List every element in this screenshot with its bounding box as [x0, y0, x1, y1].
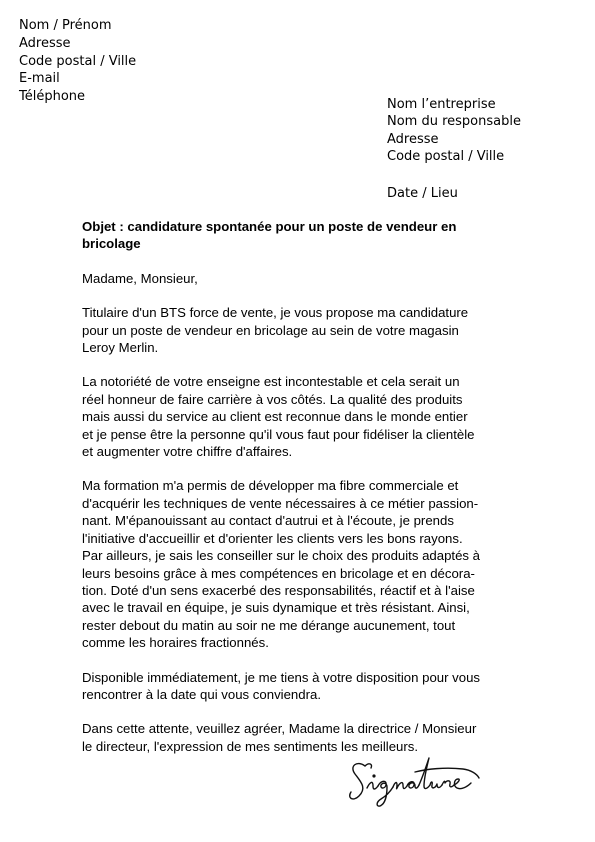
sender-postcode-city: Code postal / Ville — [19, 53, 137, 69]
date-place: Date / Lieu — [387, 186, 458, 201]
paragraph-line: et je pense être la personne qu'il vous faut pour fidéliser la clientèle — [82, 426, 475, 442]
recipient-company: Nom l’entreprise — [387, 97, 496, 112]
letter-body — [82, 218, 522, 772]
subject-line: Objet : candidature spontanée pour un poste de vendeur en — [82, 219, 457, 234]
subject-line: bricolage — [82, 236, 141, 252]
paragraph-line: Titulaire d'un BTS force de vente, je vous propose ma candidature — [82, 305, 469, 321]
paragraph-line: leurs besoins grâce à mes compétences en bricolage et en décora- — [82, 565, 475, 581]
recipient-address: Adresse — [387, 131, 439, 147]
paragraph-skills — [82, 477, 522, 651]
paragraph-line: avec le travail en équipe, je suis dynamique et très résistant. Ainsi, — [82, 600, 470, 616]
handwritten-signature — [345, 752, 495, 812]
paragraph-line: l'initiative d'accueillir et d'orienter les clients vers les bons rayons. — [82, 530, 463, 546]
paragraph-line: et augmenter votre chiffre d'affaires. — [82, 444, 293, 460]
paragraph-availability — [82, 669, 522, 704]
paragraph-motivation — [82, 373, 522, 460]
sender-block — [19, 17, 136, 106]
paragraph-line: réel honneur de faire carrière à vos côtés. La qualité des produits — [82, 391, 463, 407]
recipient-postcode-city: Code postal / Ville — [387, 149, 505, 165]
letter-subject — [82, 218, 522, 253]
recipient-block — [387, 96, 521, 166]
paragraph-line: Ma formation m'a permis de développer ma fibre commerciale et — [82, 478, 459, 494]
paragraph-line: Par ailleurs, je sais les conseiller sur le choix des produits adaptés à — [82, 548, 481, 564]
paragraph-line: d'acquérir les techniques de vente nécessaires à ce métier passion- — [82, 495, 479, 511]
sender-name: Nom / Prénom — [19, 18, 112, 33]
paragraph-line: Disponible immédiatement, je me tiens à votre disposition pour vous — [82, 669, 481, 685]
paragraph-line: rester debout du matin au soir ne me dérange aucunement, tout — [82, 617, 456, 633]
paragraph-line: pour un poste de vendeur en bricolage au sein de votre magasin — [82, 322, 459, 338]
sender-address: Adresse — [19, 35, 71, 51]
paragraph-line: Leroy Merlin. — [82, 340, 159, 356]
paragraph-closing — [82, 720, 522, 755]
recipient-manager: Nom du responsable — [387, 114, 521, 130]
paragraph-line: La notoriété de votre enseigne est incontestable et cela serait un — [82, 374, 460, 390]
paragraph-intro — [82, 304, 522, 356]
sender-phone: Téléphone — [19, 89, 86, 105]
paragraph-line: mais aussi du service au client est reconnue dans le monde entier — [82, 409, 468, 425]
paragraph-line: nant. M'épanouissant au contact d'autrui et à l'écoute, je prends — [82, 513, 454, 529]
paragraph-line: comme les horaires fractionnés. — [82, 635, 269, 651]
paragraph-line: Dans cette attente, veuillez agréer, Madame la directrice / Monsieur — [82, 721, 477, 737]
paragraph-line: rencontrer à la date qui vous conviendra. — [82, 686, 321, 702]
paragraph-line: le directeur, l'expression de mes sentiments les meilleurs. — [82, 738, 419, 754]
salutation: Madame, Monsieur, — [82, 270, 198, 286]
paragraph-line: tion. Doté d'un sens exacerbé des responsabilités, réactif et à l'aise — [82, 582, 475, 598]
sender-email: E-mail — [19, 71, 60, 87]
